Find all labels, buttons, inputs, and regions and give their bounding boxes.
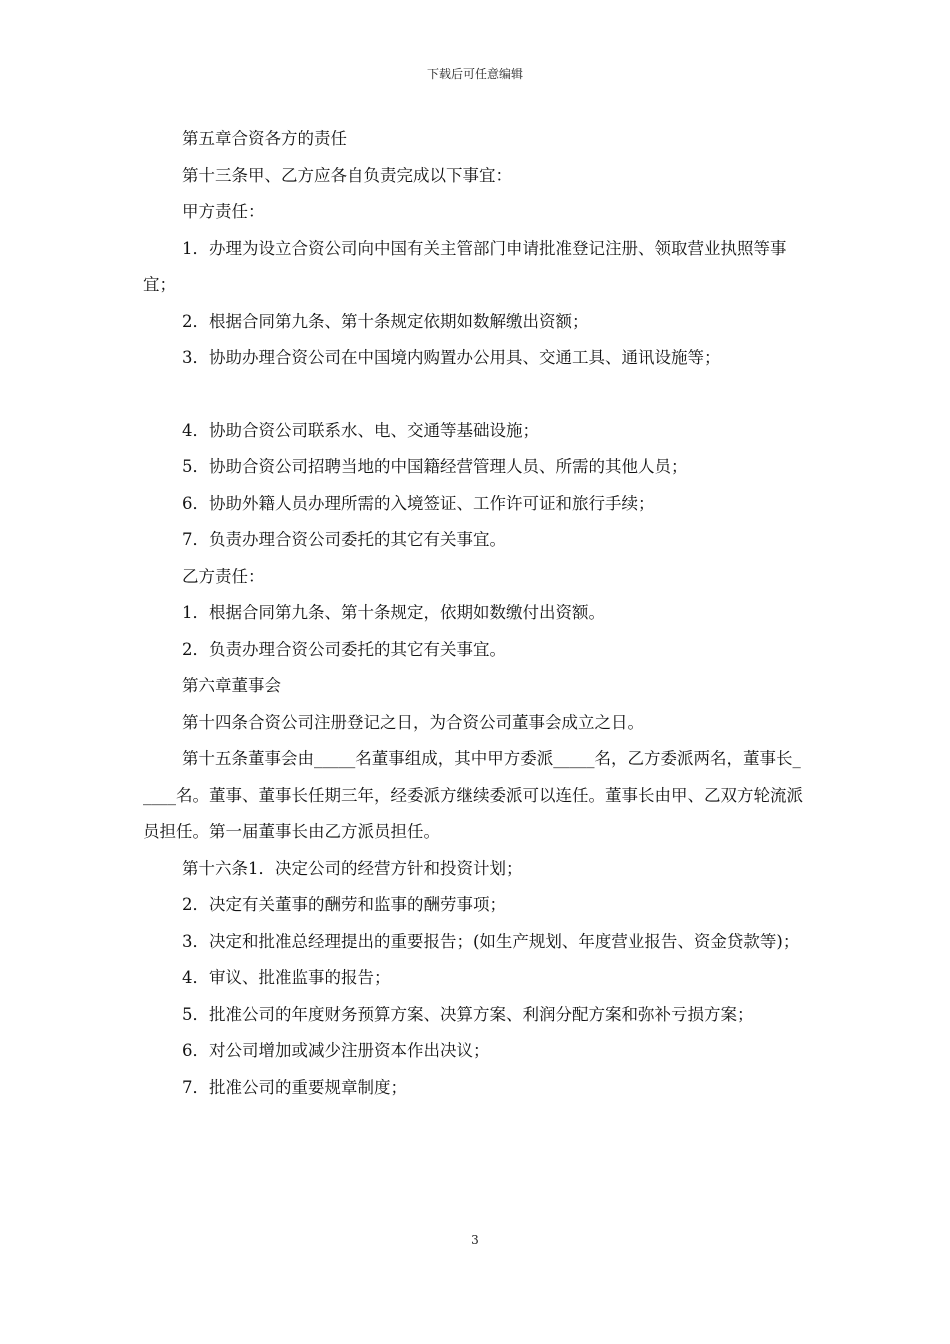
list-item: 1．办理为设立合资公司向中国有关主管部门申请批准登记注册、领取营业执照等事宜； bbox=[143, 238, 787, 294]
list-item: 5．协助合资公司招聘当地的中国籍经营管理人员、所需的其他人员； bbox=[182, 457, 688, 476]
section-heading: 乙方责任： bbox=[182, 566, 265, 586]
page-header: 下载后可任意编辑 bbox=[426, 67, 523, 81]
blank-line bbox=[143, 377, 808, 413]
list-item: 2．根据合同第九条、第十条规定依期如数解缴出资额； bbox=[182, 311, 589, 331]
list-item: 4．审议、批准监事的报告； bbox=[182, 968, 391, 987]
article-paragraph: 第十四条合资公司注册登记之日，为合资公司董事会成立之日。 bbox=[182, 712, 644, 732]
list-item: 1．根据合同第九条、第十条规定，依期如数缴付出资额。 bbox=[182, 603, 605, 622]
article-paragraph: 第十五条董事会由_____名董事组成，其中甲方委派_____名，乙方委派两名，董事长_____名。董事、董事长任期三年，经委派方继续委派可以连任。董事长由甲、乙双方轮流派员担任。第一届董事长由乙方派员担任。 bbox=[143, 749, 803, 841]
list-item: 7．负责办理合资公司委托的其它有关事宜。 bbox=[182, 530, 506, 549]
chapter-heading: 第五章合资各方的责任 bbox=[182, 129, 347, 148]
list-item: 3．决定和批准总经理提出的重要报告；(如生产规划、年度营业报告、资金贷款等)； bbox=[182, 931, 800, 951]
list-item: 7．批准公司的重要规章制度； bbox=[182, 1077, 407, 1097]
page-number: 3 bbox=[471, 1233, 479, 1247]
list-item: 2．决定有关董事的酬劳和监事的酬劳事项； bbox=[182, 895, 506, 914]
section-heading: 甲方责任： bbox=[182, 202, 265, 221]
list-item: 4．协助合资公司联系水、电、交通等基础设施； bbox=[182, 420, 539, 440]
list-item: 5．批准公司的年度财务预算方案、决算方案、利润分配方案和弥补亏损方案； bbox=[182, 1004, 754, 1024]
document-body bbox=[143, 121, 808, 1106]
article-paragraph: 第十六条1．决定公司的经营方针和投资计划； bbox=[182, 858, 523, 878]
article-paragraph: 第十三条甲、乙方应各自负责完成以下事宜： bbox=[182, 165, 512, 185]
chapter-heading: 第六章董事会 bbox=[182, 676, 281, 695]
list-item: 2．负责办理合资公司委托的其它有关事宜。 bbox=[182, 639, 506, 659]
list-item: 6．对公司增加或减少注册资本作出决议； bbox=[182, 1041, 490, 1060]
list-item: 3．协助办理合资公司在中国境内购置办公用具、交通工具、通讯设施等； bbox=[182, 348, 721, 367]
list-item: 6．协助外籍人员办理所需的入境签证、工作许可证和旅行手续； bbox=[182, 493, 655, 513]
